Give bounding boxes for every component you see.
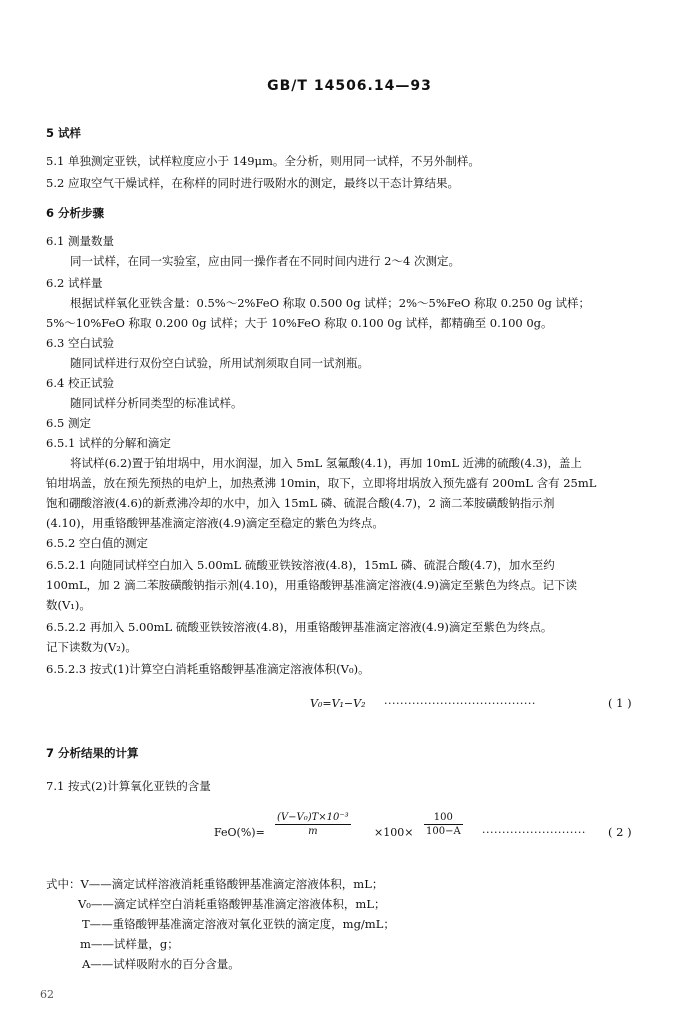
clause-6-5-1-title: 6.5.1 试样的分解和滴定 (46, 436, 171, 450)
legend-line-3: T——重铬酸钾基准滴定溶液对氧化亚铁的滴定度，mg/mL； (82, 917, 395, 931)
clause-6-3-title: 6.3 空白试验 (46, 336, 114, 350)
equation-1-formula: V₀=V₁−V₂ (310, 697, 366, 710)
clause-6-5-2-2-line1: 6.5.2.2 再加入 5.00mL 硫酸亚铁铵溶液(4.8)，用重铬酸钾基准滴定溶液(4.9)滴定至紫色为终点。 (46, 620, 553, 634)
section-6-title: 6 分析步骤 (46, 206, 105, 220)
equation-2-multiplier: ×100× (374, 826, 414, 839)
page-number: 62 (40, 988, 54, 1001)
section-5-title: 5 试样 (46, 126, 82, 140)
clause-6-5-2-1-line1: 6.5.2.1 向随同试样空白加入 5.00mL 硫酸亚铁铵溶液(4.8)，15mL 磷、硫混合酸(4.7)，加水至约 (46, 558, 555, 572)
equation-1-number: ( 1 ) (608, 696, 632, 710)
equation-2-fraction-1 (275, 811, 351, 838)
equation-2-number: ( 2 ) (608, 825, 632, 839)
clause-6-5-1-line2: 铂坩埚盖，放在预先预热的电炉上，加热煮沸 10min，取下，立即将坩埚放入预先盛有 200mL 含有 25mL (46, 476, 597, 490)
clause-6-2-title: 6.2 试样量 (46, 276, 103, 290)
legend-line-5: A——试样吸附水的百分含量。 (82, 957, 240, 971)
equation-2-numerator-1: (V−V₀)T×10⁻³ (277, 812, 349, 823)
legend-line-2: V₀——滴定试样空白消耗重铬酸钾基准滴定溶液体积，mL； (78, 897, 386, 911)
clause-6-5-1-line3: 饱和硼酸溶液(4.6)的新煮沸冷却的水中，加入 15mL 磷、硫混合酸(4.7)，2 滴二苯胺磺酸钠指示剂 (46, 496, 555, 510)
clause-6-5-2-1-line3: 数(V₁)。 (46, 598, 91, 612)
equation-2-leader: ·························· (482, 826, 586, 839)
clause-6-5-title: 6.5 测定 (46, 416, 91, 430)
section-7-title: 7 分析结果的计算 (46, 746, 139, 760)
equation-2-lhs: FeO(%)= (214, 826, 265, 839)
standard-code-header: GB/T 14506.14—93 (267, 78, 432, 94)
clause-6-5-2-1-line2: 100mL，加 2 滴二苯胺磺酸钠指示剂(4.10)，用重铬酸钾基准滴定溶液(4.9)滴定至紫色为终点。记下读 (46, 578, 577, 592)
equation-2-fraction-2 (424, 811, 463, 838)
clause-6-5-2-title: 6.5.2 空白值的测定 (46, 536, 148, 550)
legend-line-1: 式中：V——滴定试样溶液消耗重铬酸钾基准滴定溶液体积，mL； (46, 877, 384, 891)
clause-6-5-1-line4: (4.10)，用重铬酸钾基准滴定溶液(4.9)滴定至稳定的紫色为终点。 (46, 516, 384, 530)
clause-6-1-body: 同一试样，在同一实验室，应由同一操作者在不同时间内进行 2～4 次测定。 (70, 254, 460, 268)
equation-2-numerator-2: 100 (433, 812, 453, 823)
clause-7-1: 7.1 按式(2)计算氧化亚铁的含量 (46, 779, 211, 793)
clause-6-4-title: 6.4 校正试验 (46, 376, 114, 390)
clause-6-1-title: 6.1 测量数量 (46, 234, 114, 248)
equation-1-leader: ······································ (384, 697, 536, 710)
clause-6-5-1-line1: 将试样(6.2)置于铂坩埚中，用水润湿，加入 5mL 氢氟酸(4.1)，再加 10mL 近沸的硫酸(4.3)，盖上 (70, 456, 582, 470)
clause-6-3-body: 随同试样进行双份空白试验，所用试剂须取自同一试剂瓶。 (70, 356, 369, 370)
clause-6-5-2-2-line2: 记下读数为(V₂)。 (46, 640, 137, 654)
legend-line-4: m——试样量，g； (80, 937, 179, 951)
clause-6-2-body-line1: 根据试样氧化亚铁含量：0.5%～2%FeO 称取 0.500 0g 试样；2%～5%FeO 称取 0.250 0g 试样； (70, 296, 591, 310)
clause-5-2: 5.2 应取空气干燥试样，在称样的同时进行吸附水的测定，最终以干态计算结果。 (46, 176, 459, 190)
equation-2-denominator-2: 100−A (426, 826, 461, 837)
clause-6-5-2-3: 6.5.2.3 按式(1)计算空白消耗重铬酸钾基准滴定溶液体积(V₀)。 (46, 662, 370, 676)
clause-6-2-body-line2: 5%～10%FeO 称取 0.200 0g 试样；大于 10%FeO 称取 0.100 0g 试样，都精确至 0.100 0g。 (46, 316, 553, 330)
equation-2-denominator-1: m (308, 826, 318, 837)
clause-5-1: 5.1 单独测定亚铁，试样粒度应小于 149μm。全分析，则用同一试样，不另外制样。 (46, 154, 480, 168)
clause-6-4-body: 随同试样分析同类型的标准试样。 (70, 396, 243, 410)
